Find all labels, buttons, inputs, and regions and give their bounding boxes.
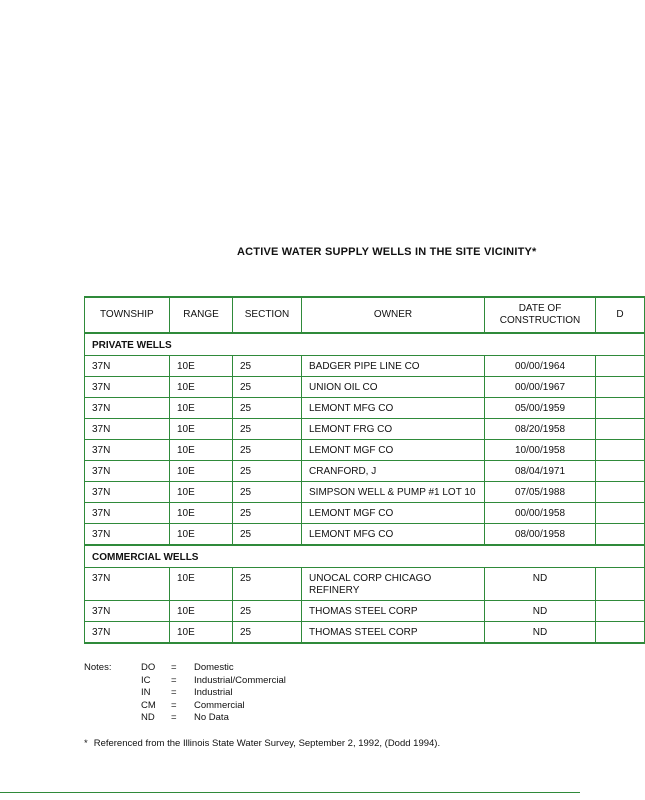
header-cut-off: D bbox=[596, 297, 645, 333]
date-cell: ND bbox=[485, 622, 596, 644]
footnote-marker: * bbox=[84, 738, 88, 749]
bottom-rule bbox=[0, 792, 580, 793]
cut-off-cell bbox=[596, 503, 645, 524]
table-row bbox=[85, 419, 645, 440]
section-cell: 25 bbox=[233, 440, 302, 461]
table-body bbox=[85, 333, 645, 643]
table-row bbox=[85, 524, 645, 546]
header-range: RANGE bbox=[170, 297, 233, 333]
owner-cell: CRANFORD, J bbox=[302, 461, 485, 482]
note-equals: = bbox=[171, 687, 177, 698]
township-cell: 37N bbox=[85, 503, 170, 524]
group-label: COMMERCIAL WELLS bbox=[85, 545, 645, 568]
table-row bbox=[85, 568, 645, 601]
township-cell: 37N bbox=[85, 601, 170, 622]
range-cell: 10E bbox=[170, 377, 233, 398]
table-row bbox=[85, 377, 645, 398]
note-definition: Industrial/Commercial bbox=[194, 674, 286, 686]
township-cell: 37N bbox=[85, 440, 170, 461]
group-label: PRIVATE WELLS bbox=[85, 333, 645, 356]
wells-table bbox=[84, 296, 645, 644]
date-cell: ND bbox=[485, 601, 596, 622]
table-row bbox=[85, 503, 645, 524]
header-date-of-construction: DATE OF CONSTRUCTION bbox=[485, 297, 596, 333]
date-cell: 07/05/1988 bbox=[485, 482, 596, 503]
table-header-row bbox=[85, 297, 645, 333]
township-cell: 37N bbox=[85, 377, 170, 398]
note-definition: No Data bbox=[194, 712, 229, 723]
header-section: SECTION bbox=[233, 297, 302, 333]
group-header-row bbox=[85, 333, 645, 356]
note-definition: Commercial bbox=[194, 699, 245, 711]
section-cell: 25 bbox=[233, 503, 302, 524]
note-equals: = bbox=[171, 662, 177, 673]
document-title: ACTIVE WATER SUPPLY WELLS IN THE SITE VICINITY* bbox=[237, 246, 537, 258]
note-code: IC bbox=[141, 674, 151, 686]
date-cell: 08/20/1958 bbox=[485, 419, 596, 440]
footnote-text: Referenced from the Illinois State Water Survey, September 2, 1992, (Dodd 1994). bbox=[93, 738, 441, 749]
note-code: CM bbox=[141, 699, 156, 711]
owner-cell: LEMONT MFG CO bbox=[302, 524, 485, 546]
date-cell: 00/00/1964 bbox=[485, 356, 596, 377]
date-cell: 10/00/1958 bbox=[485, 440, 596, 461]
cut-off-cell bbox=[596, 440, 645, 461]
owner-cell: LEMONT MFG CO bbox=[302, 398, 485, 419]
date-cell: 00/00/1967 bbox=[485, 377, 596, 398]
date-cell: ND bbox=[485, 568, 596, 601]
owner-cell: BADGER PIPE LINE CO bbox=[302, 356, 485, 377]
notes-label: Notes: bbox=[84, 662, 112, 673]
header-township: TOWNSHIP bbox=[85, 297, 170, 333]
section-cell: 25 bbox=[233, 524, 302, 546]
range-cell: 10E bbox=[170, 482, 233, 503]
table-row bbox=[85, 622, 645, 644]
cut-off-cell bbox=[596, 461, 645, 482]
township-cell: 37N bbox=[85, 622, 170, 644]
township-cell: 37N bbox=[85, 419, 170, 440]
cut-off-cell bbox=[596, 419, 645, 440]
note-code: ND bbox=[141, 712, 155, 723]
note-definition: Industrial bbox=[194, 687, 233, 698]
range-cell: 10E bbox=[170, 440, 233, 461]
range-cell: 10E bbox=[170, 356, 233, 377]
owner-cell: THOMAS STEEL CORP bbox=[302, 601, 485, 622]
range-cell: 10E bbox=[170, 568, 233, 601]
footnote bbox=[84, 738, 440, 749]
township-cell: 37N bbox=[85, 482, 170, 503]
section-cell: 25 bbox=[233, 568, 302, 601]
note-code: IN bbox=[141, 687, 151, 698]
cut-off-cell bbox=[596, 356, 645, 377]
note-equals: = bbox=[171, 674, 177, 686]
note-equals: = bbox=[171, 712, 177, 723]
owner-cell: SIMPSON WELL & PUMP #1 LOT 10 bbox=[302, 482, 485, 503]
table-row bbox=[85, 461, 645, 482]
date-cell: 08/04/1971 bbox=[485, 461, 596, 482]
table-row bbox=[85, 440, 645, 461]
section-cell: 25 bbox=[233, 398, 302, 419]
section-cell: 25 bbox=[233, 482, 302, 503]
range-cell: 10E bbox=[170, 398, 233, 419]
owner-cell: UNION OIL CO bbox=[302, 377, 485, 398]
range-cell: 10E bbox=[170, 524, 233, 546]
date-cell: 00/00/1958 bbox=[485, 503, 596, 524]
owner-cell: UNOCAL CORP CHICAGO REFINERY bbox=[302, 568, 485, 601]
date-cell: 08/00/1958 bbox=[485, 524, 596, 546]
cut-off-cell bbox=[596, 568, 645, 601]
section-cell: 25 bbox=[233, 356, 302, 377]
section-cell: 25 bbox=[233, 377, 302, 398]
date-cell: 05/00/1959 bbox=[485, 398, 596, 419]
township-cell: 37N bbox=[85, 398, 170, 419]
township-cell: 37N bbox=[85, 356, 170, 377]
township-cell: 37N bbox=[85, 524, 170, 546]
range-cell: 10E bbox=[170, 503, 233, 524]
range-cell: 10E bbox=[170, 622, 233, 644]
table-row bbox=[85, 356, 645, 377]
section-cell: 25 bbox=[233, 601, 302, 622]
owner-cell: LEMONT MGF CO bbox=[302, 503, 485, 524]
cut-off-cell bbox=[596, 622, 645, 644]
note-equals: = bbox=[171, 699, 177, 711]
range-cell: 10E bbox=[170, 419, 233, 440]
wells-table-container bbox=[84, 296, 624, 644]
header-owner: OWNER bbox=[302, 297, 485, 333]
township-cell: 37N bbox=[85, 461, 170, 482]
section-cell: 25 bbox=[233, 461, 302, 482]
table-row bbox=[85, 398, 645, 419]
table-row bbox=[85, 482, 645, 503]
cut-off-cell bbox=[596, 601, 645, 622]
note-definition: Domestic bbox=[194, 662, 234, 673]
section-cell: 25 bbox=[233, 622, 302, 644]
owner-cell: LEMONT FRG CO bbox=[302, 419, 485, 440]
cut-off-cell bbox=[596, 524, 645, 546]
group-header-row bbox=[85, 545, 645, 568]
owner-cell: LEMONT MGF CO bbox=[302, 440, 485, 461]
cut-off-cell bbox=[596, 377, 645, 398]
range-cell: 10E bbox=[170, 461, 233, 482]
township-cell: 37N bbox=[85, 568, 170, 601]
cut-off-cell bbox=[596, 482, 645, 503]
range-cell: 10E bbox=[170, 601, 233, 622]
owner-cell: THOMAS STEEL CORP bbox=[302, 622, 485, 644]
cut-off-cell bbox=[596, 398, 645, 419]
table-row bbox=[85, 601, 645, 622]
note-code: DO bbox=[141, 662, 156, 673]
section-cell: 25 bbox=[233, 419, 302, 440]
